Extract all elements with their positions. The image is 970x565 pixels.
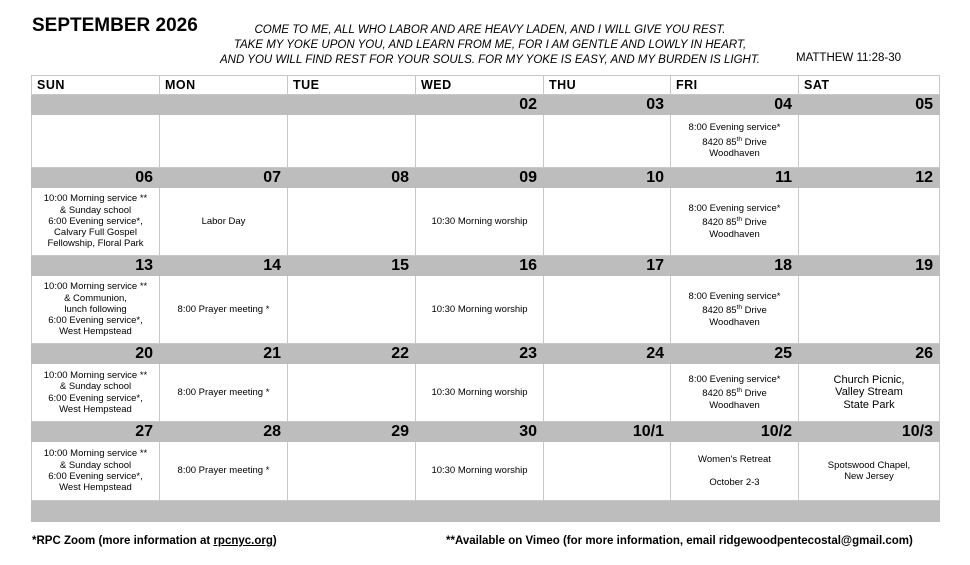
date-row bbox=[32, 344, 940, 364]
date-row bbox=[32, 168, 940, 188]
footer-zoom-prefix: *RPC Zoom (more information at bbox=[32, 535, 214, 547]
date-number: 26 bbox=[799, 344, 940, 364]
bottom-bar-cell bbox=[32, 501, 940, 522]
day-events bbox=[32, 115, 160, 168]
date-number bbox=[160, 95, 288, 115]
day-events bbox=[160, 115, 288, 168]
events-row bbox=[32, 115, 940, 168]
date-number: 10/1 bbox=[544, 422, 671, 442]
date-number: 03 bbox=[544, 95, 671, 115]
weekday-wed: WED bbox=[416, 76, 544, 95]
date-number: 23 bbox=[416, 344, 544, 364]
day-events: 10:30 Morning worship bbox=[416, 442, 544, 501]
date-row bbox=[32, 95, 940, 115]
date-number: 06 bbox=[32, 168, 160, 188]
verse-reference: MATTHEW 11:28-30 bbox=[796, 52, 902, 64]
day-events bbox=[288, 364, 416, 422]
weekday-mon: MON bbox=[160, 76, 288, 95]
date-number: 04 bbox=[671, 95, 799, 115]
bible-verse bbox=[200, 23, 780, 68]
day-events bbox=[288, 115, 416, 168]
date-number: 10 bbox=[544, 168, 671, 188]
date-number: 28 bbox=[160, 422, 288, 442]
date-number: 17 bbox=[544, 256, 671, 276]
day-events bbox=[416, 115, 544, 168]
day-events: 10:00 Morning service ** & Sunday school 6:00 Evening service*, West Hempstead bbox=[32, 442, 160, 501]
date-number: 11 bbox=[671, 168, 799, 188]
weekday-tue: TUE bbox=[288, 76, 416, 95]
weekday-thu: THU bbox=[544, 76, 671, 95]
day-events: Spotswood Chapel, New Jersey bbox=[799, 442, 940, 501]
date-number: 24 bbox=[544, 344, 671, 364]
date-number: 18 bbox=[671, 256, 799, 276]
date-number: 12 bbox=[799, 168, 940, 188]
date-number: 30 bbox=[416, 422, 544, 442]
date-number: 21 bbox=[160, 344, 288, 364]
day-events: 8:00 Prayer meeting * bbox=[160, 364, 288, 422]
date-number: 05 bbox=[799, 95, 940, 115]
verse-line: COME TO ME, ALL WHO LABOR AND ARE HEAVY LADEN, AND I WILL GIVE YOU REST. bbox=[254, 24, 726, 36]
day-events: 10:30 Morning worship bbox=[416, 364, 544, 422]
ordinal-suffix: th bbox=[736, 216, 742, 224]
day-events: 10:00 Morning service ** & Sunday school 6:00 Evening service*, Calvary Full Gospel Fellowship, Floral Park bbox=[32, 188, 160, 256]
date-number: 19 bbox=[799, 256, 940, 276]
date-row bbox=[32, 256, 940, 276]
footer-vimeo-note: **Available on Vimeo (for more information, email ridgewoodpentecostal@gmail.com) bbox=[446, 535, 913, 547]
weekday-sat: SAT bbox=[799, 76, 940, 95]
day-events bbox=[799, 115, 940, 168]
date-number: 02 bbox=[416, 95, 544, 115]
day-events: 8:00 Evening service* 8420 85th Drive Woodhaven bbox=[671, 188, 799, 256]
day-events bbox=[544, 115, 671, 168]
events-row bbox=[32, 188, 940, 256]
events-row bbox=[32, 276, 940, 344]
day-events: 8:00 Prayer meeting * bbox=[160, 276, 288, 344]
date-number: 09 bbox=[416, 168, 544, 188]
day-events bbox=[544, 364, 671, 422]
verse-line: TAKE MY YOKE UPON YOU, AND LEARN FROM ME, FOR I AM GENTLE AND LOWLY IN HEART, bbox=[233, 39, 747, 51]
weekday-header-row bbox=[32, 76, 940, 95]
date-number: 22 bbox=[288, 344, 416, 364]
date-number: 10/3 bbox=[799, 422, 940, 442]
day-events bbox=[799, 276, 940, 344]
day-events: 8:00 Evening service* 8420 85th Drive Woodhaven bbox=[671, 276, 799, 344]
date-number: 29 bbox=[288, 422, 416, 442]
day-events: Church Picnic, Valley Stream State Park bbox=[799, 364, 940, 422]
day-events bbox=[544, 188, 671, 256]
day-events: Labor Day bbox=[160, 188, 288, 256]
events-row bbox=[32, 442, 940, 501]
day-events: 8:00 Evening service* 8420 85th Drive Woodhaven bbox=[671, 115, 799, 168]
date-number: 15 bbox=[288, 256, 416, 276]
footer-zoom-link[interactable]: rpcnyc.org bbox=[213, 535, 273, 547]
day-events: 10:00 Morning service ** & Communion, lunch following 6:00 Evening service*, West Hempstead bbox=[32, 276, 160, 344]
day-events: Women's Retreat October 2-3 bbox=[671, 442, 799, 501]
date-number: 10/2 bbox=[671, 422, 799, 442]
date-row bbox=[32, 422, 940, 442]
date-number: 27 bbox=[32, 422, 160, 442]
ordinal-suffix: th bbox=[736, 304, 742, 312]
date-number: 14 bbox=[160, 256, 288, 276]
day-events bbox=[288, 188, 416, 256]
day-events bbox=[544, 276, 671, 344]
verse-line: AND YOU WILL FIND REST FOR YOUR SOULS. FOR MY YOKE IS EASY, AND MY BURDEN IS LIGHT. bbox=[220, 54, 760, 66]
footer-zoom-note bbox=[32, 535, 277, 547]
day-events: 10:30 Morning worship bbox=[416, 276, 544, 344]
weekday-sun: SUN bbox=[32, 76, 160, 95]
ordinal-suffix: th bbox=[736, 135, 742, 143]
events-row bbox=[32, 364, 940, 422]
date-number: 16 bbox=[416, 256, 544, 276]
date-number: 08 bbox=[288, 168, 416, 188]
day-events bbox=[288, 442, 416, 501]
date-number: 13 bbox=[32, 256, 160, 276]
calendar-grid bbox=[31, 75, 940, 522]
day-events bbox=[799, 188, 940, 256]
weekday-fri: FRI bbox=[671, 76, 799, 95]
calendar-title: SEPTEMBER 2026 bbox=[32, 15, 198, 36]
date-number: 07 bbox=[160, 168, 288, 188]
date-number: 25 bbox=[671, 344, 799, 364]
date-number: 20 bbox=[32, 344, 160, 364]
date-number bbox=[32, 95, 160, 115]
day-events bbox=[288, 276, 416, 344]
day-events: 8:00 Prayer meeting * bbox=[160, 442, 288, 501]
day-events bbox=[544, 442, 671, 501]
day-events: 8:00 Evening service* 8420 85th Drive Woodhaven bbox=[671, 364, 799, 422]
footer-zoom-suffix: ) bbox=[272, 535, 277, 547]
day-events: 10:00 Morning service ** & Sunday school 6:00 Evening service*, West Hempstead bbox=[32, 364, 160, 422]
bottom-bar bbox=[32, 501, 940, 522]
ordinal-suffix: th bbox=[736, 387, 742, 395]
date-number bbox=[288, 95, 416, 115]
day-events: 10:30 Morning worship bbox=[416, 188, 544, 256]
